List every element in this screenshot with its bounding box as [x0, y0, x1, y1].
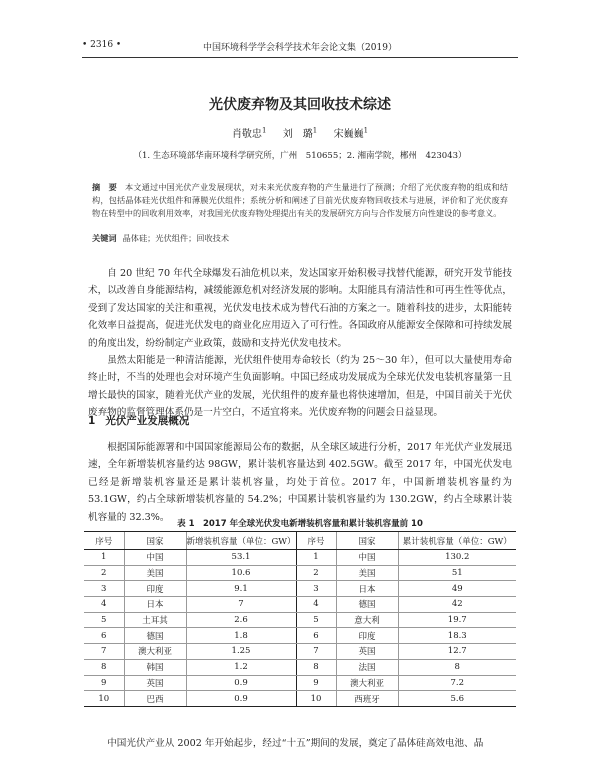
table-cell: 19.7 — [398, 612, 516, 628]
capacity-table — [84, 531, 516, 707]
table-cell: 1 — [84, 550, 124, 566]
author-list — [0, 125, 600, 140]
paper-title: 光伏废弃物及其回收技术综述 — [209, 97, 391, 113]
page-number: • 2316 • — [82, 40, 122, 50]
continuation-paragraph: 中国光伏产业从 2002 年开始起步，经过“十五”期间的发展，奠定了晶体硅高效电池、晶 — [107, 738, 484, 749]
table-row — [84, 628, 516, 644]
table-cell: 10 — [84, 691, 124, 707]
table-cell: 10 — [296, 691, 336, 707]
header-rule — [82, 57, 518, 58]
table-cell: 6 — [84, 628, 124, 644]
table-cell: 土耳其 — [124, 612, 186, 628]
table-cell: 英国 — [124, 675, 186, 691]
table-cell: 意大利 — [336, 612, 398, 628]
table-cell: 12.7 — [398, 644, 516, 660]
author-affil-mark: 1 — [312, 126, 318, 135]
table-cell: 4 — [84, 597, 124, 613]
table-cell: 7 — [84, 644, 124, 660]
table-cell: 韩国 — [124, 659, 186, 675]
section-paragraph: 根据国际能源署和中国国家能源局公布的数据，从全球区域进行分析，2017 年光伏产业发展迅速，全年新增装机容量约达 98GW，累计装机容量达到 402.5GW。截至 2017 年，中国光伏发电已经是新增装机容量还是累计装机容量，均处于首位。2017 年，中国新增装机容量约为 53.1GW，约占全球新增装机容量的 54.2%；中国累计装机容量约为 130.2GW，约占全球累计装机容量的 32.3%。 — [88, 442, 512, 523]
table-cell: 2 — [84, 565, 124, 581]
table-cell: 8 — [296, 659, 336, 675]
table-cell: 2 — [296, 565, 336, 581]
table-cell: 印度 — [336, 628, 398, 644]
table-row — [84, 565, 516, 581]
table-cell: 51 — [398, 565, 516, 581]
table-cell: 0.9 — [186, 675, 296, 691]
table-cell: 澳大利亚 — [336, 675, 398, 691]
table-cell: 巴西 — [124, 691, 186, 707]
table-cell: 澳大利亚 — [124, 644, 186, 660]
keywords — [92, 233, 508, 244]
table-cell: 130.2 — [398, 550, 516, 566]
table-cell: 8 — [398, 659, 516, 675]
table-cell: 日本 — [336, 581, 398, 597]
table-cell: 中国 — [336, 550, 398, 566]
table-cell: 日本 — [124, 597, 186, 613]
table-cell: 53.1 — [186, 550, 296, 566]
table-cell: 西班牙 — [336, 691, 398, 707]
table-row — [84, 581, 516, 597]
table-cell: 0.9 — [186, 691, 296, 707]
table-row — [84, 691, 516, 707]
table-cell: 1.25 — [186, 644, 296, 660]
table-cell: 法国 — [336, 659, 398, 675]
keywords-label: 关键词 — [92, 233, 117, 243]
table-cell: 德国 — [336, 597, 398, 613]
abstract-text: 本文通过中国光伏产业发展现状，对未来光伏废弃物的产生量进行了预测；介绍了光伏废弃物的组成和结构，包括晶体硅光伏组件和薄膜光伏组件；系统分析和阐述了目前光伏废弃物回收技术与进展，评价和了光伏废弃物在转型中的回收利用效率，对我国光伏废弃物处理提出有关的发展研究方向与合作发展方向性建设的参考意义。 — [92, 182, 508, 219]
table-cell: 中国 — [124, 550, 186, 566]
table-cell: 英国 — [336, 644, 398, 660]
table-cell: 5.6 — [398, 691, 516, 707]
table-cell: 2.6 — [186, 612, 296, 628]
table-cell: 8 — [84, 659, 124, 675]
table-row — [84, 612, 516, 628]
table-cell: 1.2 — [186, 659, 296, 675]
abstract — [92, 181, 508, 221]
table-cell: 美国 — [336, 565, 398, 581]
author-affil-mark: 1 — [261, 126, 267, 135]
table-cell: 3 — [84, 581, 124, 597]
table-cell: 9 — [296, 675, 336, 691]
table-cell: 1.8 — [186, 628, 296, 644]
table-cell: 7 — [186, 597, 296, 613]
table-cell: 49 — [398, 581, 516, 597]
author-affil-mark: 1 — [363, 126, 369, 135]
table-caption: 表 1 2017 年全球光伏发电新增装机容量和累计装机容量前 10 — [177, 519, 423, 529]
header-cell: 序号 — [296, 532, 336, 550]
table-row — [84, 644, 516, 660]
journal-title: 中国环境科学学会科学技术年会论文集（2019） — [203, 43, 397, 53]
section-heading — [88, 413, 189, 428]
section-number: 1 — [88, 415, 96, 427]
table-row — [84, 659, 516, 675]
table-cell: 9.1 — [186, 581, 296, 597]
keywords-text: 晶体硅；光伏组件；回收技术 — [122, 233, 230, 243]
table-cell: 1 — [296, 550, 336, 566]
table-cell: 5 — [296, 612, 336, 628]
header-cell: 国家 — [124, 532, 186, 550]
author: 刘 璐 — [282, 129, 313, 140]
table-cell: 9 — [84, 675, 124, 691]
table-header-row — [84, 532, 516, 550]
author: 肖敬忠 — [231, 129, 262, 140]
table-cell: 42 — [398, 597, 516, 613]
section-title: 光伏产业发展概况 — [105, 415, 190, 427]
header-cell: 新增装机容量（单位：GW） — [186, 532, 296, 550]
table-cell: 5 — [84, 612, 124, 628]
intro-paragraph-2: 虽然太阳能是一种清洁能源，光伏组件使用寿命较长（约为 25～30 年），但可以大量使用寿命终止时，不当的处理也会对环境产生负面影响。中国已经成功发展成为全球光伏发电装机容量第一且增长最快的国家，随着光伏产业的发展，光伏组件的废弃量也将快速增加，但是，中国目前关于光伏废弃物的监督管理体系仍是一片空白，不适宜将来。光伏废弃物的问题会日益显现。 — [88, 355, 512, 419]
table-row — [84, 597, 516, 613]
table-cell: 10.6 — [186, 565, 296, 581]
table-cell: 德国 — [124, 628, 186, 644]
abstract-label: 摘 要 — [92, 182, 117, 192]
header-cell: 序号 — [84, 532, 124, 550]
page-header — [82, 40, 518, 54]
table-row — [84, 550, 516, 566]
header-cell: 国家 — [336, 532, 398, 550]
table-cell: 7.2 — [398, 675, 516, 691]
table-cell: 3 — [296, 581, 336, 597]
table-cell: 美国 — [124, 565, 186, 581]
table-row — [84, 675, 516, 691]
intro-paragraph-1: 自 20 世纪 70 年代全球爆发石油危机以来，发达国家开始积极寻找替代能源，研究开发节能技术，以改善自身能源结构，减缓能源危机对经济发展的影响。太阳能具有清洁性和可再生性等优点，受到了发达国家的关注和重视，光伏发电技术成为替代石油的方案之一。随着科技的进步，太阳能转化效率日益提高，促进光伏发电的商业化应用迈入了可行性。各国政府从能源安全保障和可持续发展的角度出发，纷纷制定产业政策，鼓励和支持光伏发电技术。 — [88, 268, 512, 349]
table-cell: 4 — [296, 597, 336, 613]
affiliation: （1. 生态环境部华南环境科学研究所，广州 510655；2. 湘南学院，郴州 423043） — [133, 151, 467, 161]
header-cell: 累计装机容量（单位：GW） — [398, 532, 516, 550]
table-cell: 印度 — [124, 581, 186, 597]
table-cell: 7 — [296, 644, 336, 660]
table-cell: 6 — [296, 628, 336, 644]
table-cell: 18.3 — [398, 628, 516, 644]
author: 宋巍巍 — [333, 129, 364, 140]
